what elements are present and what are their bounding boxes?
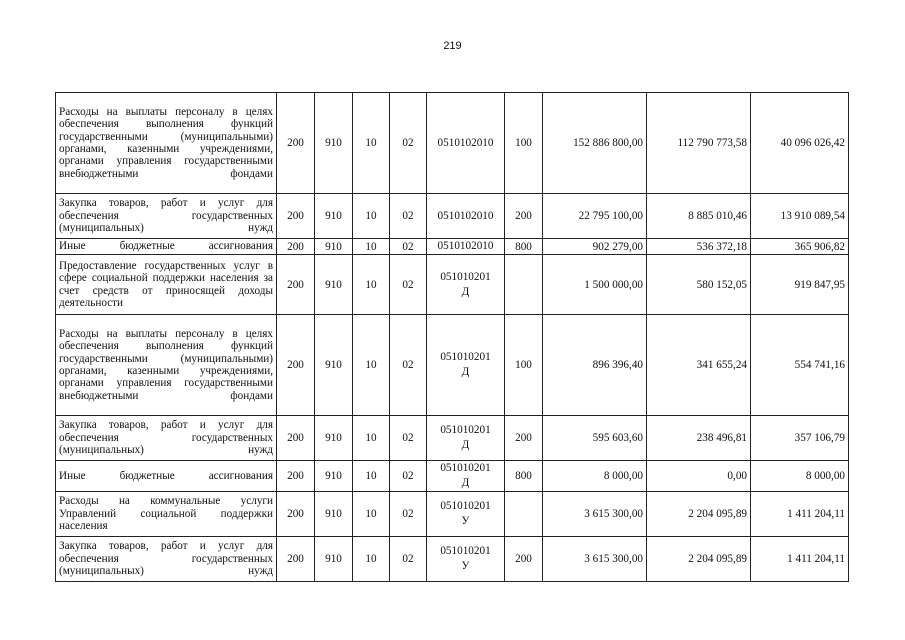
section-code: 10 [353, 537, 390, 582]
amount-remaining: 554 741,16 [751, 315, 849, 416]
expense-type-code: 800 [505, 239, 543, 255]
amount-planned: 8 000,00 [543, 461, 647, 492]
expense-type-code: 800 [505, 461, 543, 492]
row-description: Расходы на коммунальные услуги Управлений социальной поддержки населения [56, 492, 277, 537]
department-code: 910 [315, 255, 353, 315]
target-item-code [427, 461, 505, 492]
table-row [56, 416, 849, 461]
expense-type-code: 100 [505, 93, 543, 194]
department-code: 910 [315, 239, 353, 255]
target-item-code [427, 537, 505, 582]
amount-executed: 2 204 095,89 [647, 537, 751, 582]
row-description: Расходы на выплаты персоналу в целях обеспечения выполнения функций государственными (муниципальными) органами, казенными учреждениями, органами управления государственными внебюджетными фондами [56, 93, 277, 194]
department-code: 910 [315, 315, 353, 416]
ministry-code: 200 [277, 416, 315, 461]
target-item-code-main: 051010201 [440, 351, 491, 363]
ministry-code: 200 [277, 255, 315, 315]
section-code: 10 [353, 255, 390, 315]
target-item-code-suffix: Д [461, 439, 470, 451]
row-description: Закупка товаров, работ и услуг для обеспечения государственных (муниципальных) нужд [56, 194, 277, 239]
row-description: Закупка товаров, работ и услуг для обеспечения государственных (муниципальных) нужд [56, 416, 277, 461]
subsection-code: 02 [390, 416, 427, 461]
subsection-code: 02 [390, 93, 427, 194]
table-row [56, 461, 849, 492]
department-code: 910 [315, 93, 353, 194]
department-code: 910 [315, 461, 353, 492]
amount-executed: 536 372,18 [647, 239, 751, 255]
ministry-code: 200 [277, 315, 315, 416]
section-code: 10 [353, 239, 390, 255]
amount-planned: 3 615 300,00 [543, 537, 647, 582]
target-item-code [427, 416, 505, 461]
amount-executed: 341 655,24 [647, 315, 751, 416]
amount-remaining: 1 411 204,11 [751, 537, 849, 582]
amount-planned: 1 500 000,00 [543, 255, 647, 315]
target-item-code-suffix: У [461, 560, 470, 572]
table-row [56, 93, 849, 194]
ministry-code: 200 [277, 492, 315, 537]
target-item-code [427, 194, 505, 239]
target-item-code-suffix: Д [461, 366, 470, 378]
section-code: 10 [353, 93, 390, 194]
section-code: 10 [353, 315, 390, 416]
page-number: 219 [443, 40, 462, 52]
amount-planned: 902 279,00 [543, 239, 647, 255]
target-item-code [427, 93, 505, 194]
target-item-code-suffix: Д [461, 285, 470, 298]
ministry-code: 200 [277, 194, 315, 239]
row-description: Иные бюджетные ассигнования [56, 461, 277, 492]
subsection-code: 02 [390, 492, 427, 537]
subsection-code: 02 [390, 537, 427, 582]
subsection-code: 02 [390, 315, 427, 416]
subsection-code: 02 [390, 194, 427, 239]
subsection-code: 02 [390, 461, 427, 492]
target-item-code [427, 315, 505, 416]
amount-planned: 3 615 300,00 [543, 492, 647, 537]
table-row [56, 492, 849, 537]
row-description: Иные бюджетные ассигнования [56, 239, 277, 255]
target-item-code [427, 492, 505, 537]
section-code: 10 [353, 416, 390, 461]
expense-type-code: 100 [505, 315, 543, 416]
ministry-code: 200 [277, 461, 315, 492]
target-item-code-main: 051010201 [440, 424, 491, 436]
amount-executed: 8 885 010,46 [647, 194, 751, 239]
row-description: Закупка товаров, работ и услуг для обеспечения государственных (муниципальных) нужд [56, 537, 277, 582]
table-row [56, 194, 849, 239]
target-item-code-main: 0510102010 [437, 209, 494, 222]
amount-remaining: 1 411 204,11 [751, 492, 849, 537]
expense-type-code: 200 [505, 194, 543, 239]
expense-type-code [505, 255, 543, 315]
subsection-code: 02 [390, 255, 427, 315]
amount-planned: 152 886 800,00 [543, 93, 647, 194]
expense-type-code: 200 [505, 416, 543, 461]
amount-executed: 112 790 773,58 [647, 93, 751, 194]
budget-table [55, 92, 849, 582]
section-code: 10 [353, 492, 390, 537]
target-item-code-suffix: Д [461, 477, 470, 489]
amount-executed: 238 496,81 [647, 416, 751, 461]
amount-remaining: 365 906,82 [751, 239, 849, 255]
target-item-code [427, 239, 505, 255]
table-row [56, 255, 849, 315]
amount-planned: 22 795 100,00 [543, 194, 647, 239]
amount-planned: 595 603,60 [543, 416, 647, 461]
amount-executed: 0,00 [647, 461, 751, 492]
amount-planned: 896 396,40 [543, 315, 647, 416]
row-description: Расходы на выплаты персоналу в целях обеспечения выполнения функций государственными (муниципальными) органами, казенными учреждениями, органами управления государственными внебюджетными фондами [56, 315, 277, 416]
ministry-code: 200 [277, 93, 315, 194]
amount-executed: 2 204 095,89 [647, 492, 751, 537]
target-item-code [427, 255, 505, 315]
amount-remaining: 8 000,00 [751, 461, 849, 492]
department-code: 910 [315, 416, 353, 461]
amount-remaining: 919 847,95 [751, 255, 849, 315]
amount-remaining: 40 096 026,42 [751, 93, 849, 194]
table-row [56, 239, 849, 255]
target-item-code-main: 051010201 [440, 545, 491, 557]
row-description: Предоставление государственных услуг в сфере социальной поддержки населения за счет средств от приносящей доходы деятельности [56, 255, 277, 315]
ministry-code: 200 [277, 537, 315, 582]
table-row [56, 315, 849, 416]
amount-remaining: 357 106,79 [751, 416, 849, 461]
target-item-code-main: 051010201 [440, 462, 491, 474]
table-row [56, 537, 849, 582]
target-item-code-suffix: У [461, 515, 470, 527]
amount-remaining: 13 910 089,54 [751, 194, 849, 239]
subsection-code: 02 [390, 239, 427, 255]
section-code: 10 [353, 461, 390, 492]
department-code: 910 [315, 492, 353, 537]
expense-type-code [505, 492, 543, 537]
department-code: 910 [315, 194, 353, 239]
amount-executed: 580 152,05 [647, 255, 751, 315]
department-code: 910 [315, 537, 353, 582]
target-item-code-main: 0510102010 [437, 240, 494, 252]
expense-type-code: 200 [505, 537, 543, 582]
target-item-code-main: 051010201 [440, 270, 491, 283]
target-item-code-main: 051010201 [440, 500, 491, 512]
section-code: 10 [353, 194, 390, 239]
ministry-code: 200 [277, 239, 315, 255]
target-item-code-main: 0510102010 [437, 136, 494, 149]
